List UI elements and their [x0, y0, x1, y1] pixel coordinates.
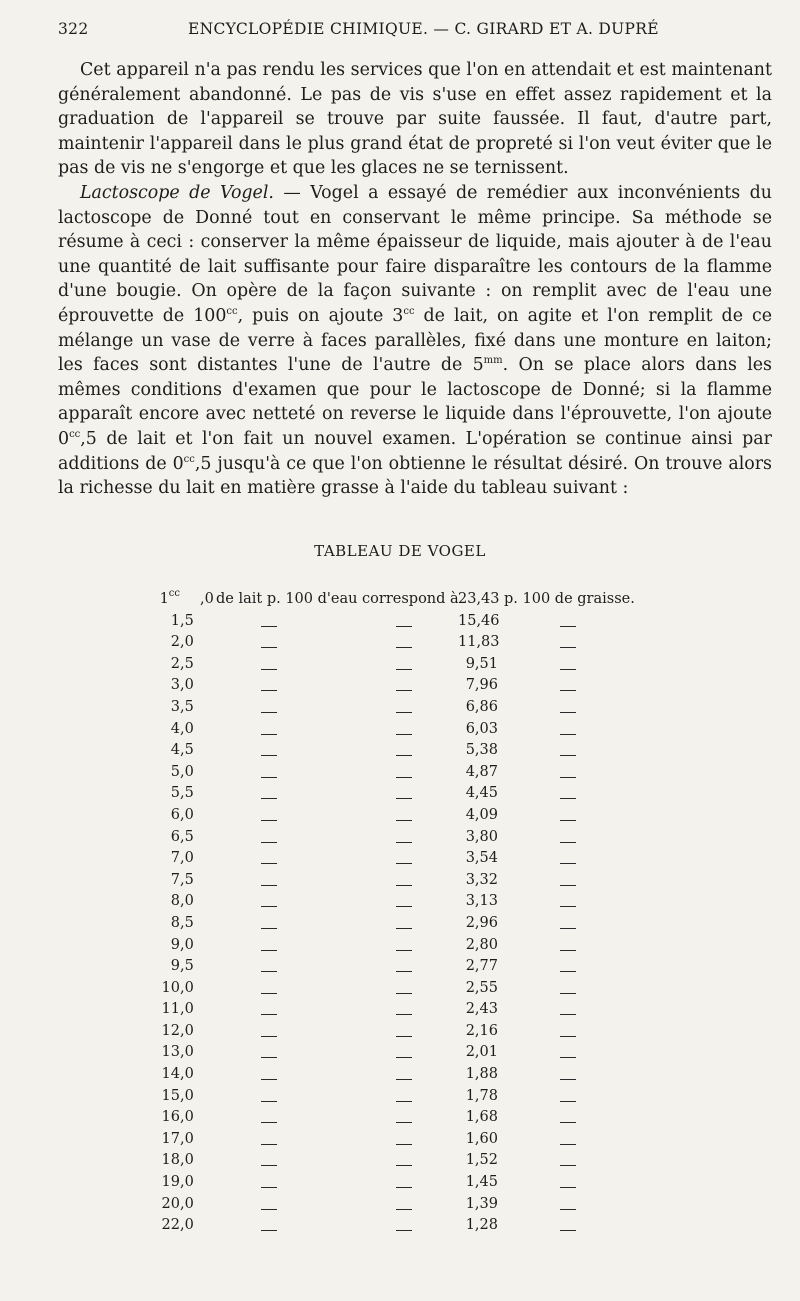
row-frac: ,5 — [180, 828, 194, 845]
row-frac: ,5 — [180, 958, 194, 975]
row-value: 2,96 — [465, 914, 498, 931]
table-row — [140, 1131, 660, 1153]
table-row — [140, 872, 660, 894]
first-row-sup: cc — [168, 588, 180, 599]
paragraph-1: Cet appareil n'a pas rendu les services que l'on en attendait et est maintenant généralement abandonné. Le pas de vis s'use en effet assez rapidement et la graduation de l'appareil se trouve par suite faussée. Il faut, d'autre part, maintenir l'appareil dans le plus grand état de propreté si l'on veut éviter que le pas de vis ne s'engorge et que les glaces ne se ternissent. — [58, 60, 772, 179]
running-title: ENCYCLOPÉDIE CHIMIQUE. — C. GIRARD ET A. DUPRÉ — [188, 20, 659, 38]
ditto-dash — [396, 1101, 412, 1102]
row-value: 1,88 — [465, 1066, 498, 1083]
table-row — [140, 721, 660, 743]
row-value: 3,80 — [465, 828, 498, 845]
row-value: 11,83 — [458, 634, 500, 651]
ditto-dash — [560, 669, 576, 670]
ditto-dash — [261, 1057, 277, 1058]
ditto-dash — [396, 993, 412, 994]
row-int: 17 — [161, 1130, 180, 1147]
ditto-dash — [396, 1230, 412, 1231]
running-header — [58, 20, 718, 46]
table-row — [140, 1066, 660, 1088]
ditto-dash — [261, 906, 277, 907]
table-row — [140, 1001, 660, 1023]
row-value: 1,45 — [465, 1174, 498, 1191]
sup-cc-3: cc — [69, 428, 81, 440]
row-frac: ,0 — [180, 1152, 194, 1169]
ditto-dash — [261, 798, 277, 799]
row-int: 14 — [161, 1066, 180, 1083]
sup-cc-1: cc — [226, 305, 238, 317]
table-row-first — [140, 588, 660, 613]
row-frac: ,5 — [180, 698, 194, 715]
row-int: 19 — [161, 1174, 180, 1191]
ditto-dash — [560, 971, 576, 972]
ditto-dash — [396, 928, 412, 929]
first-row-value: 23,43 — [458, 591, 500, 607]
first-row-text-2: p. 100 de graisse. — [504, 591, 635, 607]
ditto-dash — [396, 734, 412, 735]
ditto-dash — [261, 993, 277, 994]
row-value: 2,01 — [465, 1044, 498, 1061]
row-frac: ,0 — [180, 1174, 194, 1191]
row-frac: ,0 — [180, 1001, 194, 1018]
ditto-dash — [560, 755, 576, 756]
table-row — [140, 742, 660, 764]
row-value: 5,38 — [465, 742, 498, 759]
ditto-dash — [261, 1014, 277, 1015]
row-value: 2,80 — [465, 936, 498, 953]
row-frac: ,0 — [180, 1195, 194, 1212]
table-row — [140, 937, 660, 959]
ditto-dash — [261, 863, 277, 864]
row-frac: ,5 — [180, 612, 194, 629]
table-row — [140, 980, 660, 1002]
first-row-text: de lait p. 100 d'eau correspond à — [216, 591, 459, 607]
table-row — [140, 915, 660, 937]
ditto-dash — [261, 928, 277, 929]
row-int: 9 — [170, 936, 180, 953]
ditto-dash — [261, 842, 277, 843]
row-value: 1,28 — [465, 1217, 498, 1234]
row-int: 6 — [170, 828, 180, 845]
row-frac: ,0 — [180, 850, 194, 867]
section-title: Lactoscope de Vogel. — [80, 182, 274, 203]
row-value: 3,32 — [465, 871, 498, 888]
ditto-dash — [261, 712, 277, 713]
ditto-dash — [261, 1079, 277, 1080]
row-int: 3 — [170, 698, 180, 715]
table-row — [140, 1196, 660, 1218]
ditto-dash — [261, 820, 277, 821]
row-value: 7,96 — [465, 677, 498, 694]
row-value: 4,87 — [465, 763, 498, 780]
table-title: TABLEAU DE VOGEL — [314, 542, 486, 560]
ditto-dash — [560, 712, 576, 713]
ditto-dash — [560, 1014, 576, 1015]
ditto-dash — [560, 885, 576, 886]
table-row — [140, 1152, 660, 1174]
sup-cc-4: cc — [183, 453, 195, 465]
table-row — [140, 634, 660, 656]
row-value: 9,51 — [465, 655, 498, 672]
ditto-dash — [261, 950, 277, 951]
row-frac: ,5 — [180, 655, 194, 672]
ditto-dash — [396, 950, 412, 951]
row-value: 1,39 — [465, 1195, 498, 1212]
row-value: 2,77 — [465, 958, 498, 975]
table-row — [140, 656, 660, 678]
row-int: 3 — [170, 677, 180, 694]
ditto-dash — [560, 1144, 576, 1145]
ditto-dash — [560, 1230, 576, 1231]
para2-part-c: de lait, on agite et l'on remplit de ce mélange un vase de verre à faces parallèles, fixé dans une monture en laiton; les faces sont distantes l'une de l'autre de 5 — [58, 305, 773, 376]
ditto-dash — [560, 1187, 576, 1188]
ditto-dash — [560, 950, 576, 951]
ditto-dash — [261, 1122, 277, 1123]
ditto-dash — [261, 1036, 277, 1037]
ditto-dash — [396, 1122, 412, 1123]
ditto-dash — [396, 906, 412, 907]
ditto-dash — [396, 669, 412, 670]
row-value: 2,16 — [465, 1022, 498, 1039]
ditto-dash — [261, 777, 277, 778]
table-row — [140, 1088, 660, 1110]
row-frac: ,0 — [180, 1109, 194, 1126]
ditto-dash — [261, 1209, 277, 1210]
ditto-dash — [560, 820, 576, 821]
para2-part-e: ,5 de lait et l'on fait un nouvel examen. L'opération se continue ainsi par additions de 0 — [58, 428, 772, 474]
table-row — [140, 1044, 660, 1066]
para2-part-a: — Vogel a essayé de remédier aux inconvénients du lactoscope de Donné tout en conservant le même principe. Sa méthode se résume à ceci : conserver la même épaisseur de liquide, mais ajouter à de l'eau une quantité de lait suffisante pour faire disparaître les contours de la flamme d'une bougie. On opère de la façon suivante : on remplit avec de l'eau une éprouvette de 100 — [58, 182, 772, 326]
ditto-dash — [396, 863, 412, 864]
ditto-dash — [261, 669, 277, 670]
row-frac: ,0 — [180, 1044, 194, 1061]
ditto-dash — [560, 842, 576, 843]
ditto-dash — [396, 1187, 412, 1188]
ditto-dash — [261, 626, 277, 627]
table-row — [140, 785, 660, 807]
row-frac: ,0 — [180, 634, 194, 651]
ditto-dash — [396, 1165, 412, 1166]
row-int: 1 — [170, 612, 180, 629]
row-value: 1,60 — [465, 1130, 498, 1147]
table-row — [140, 764, 660, 786]
table-row — [140, 613, 660, 635]
ditto-dash — [396, 820, 412, 821]
table-row — [140, 807, 660, 829]
row-int: 5 — [170, 785, 180, 802]
ditto-dash — [396, 1144, 412, 1145]
ditto-dash — [396, 842, 412, 843]
row-int: 8 — [170, 893, 180, 910]
ditto-dash — [261, 885, 277, 886]
ditto-dash — [560, 734, 576, 735]
row-int: 18 — [161, 1152, 180, 1169]
row-int: 2 — [170, 655, 180, 672]
ditto-dash — [560, 1101, 576, 1102]
row-value: 2,43 — [465, 1001, 498, 1018]
sup-cc-2: cc — [403, 305, 415, 317]
row-value: 4,09 — [465, 806, 498, 823]
row-value: 1,52 — [465, 1152, 498, 1169]
row-frac: ,5 — [180, 871, 194, 888]
ditto-dash — [560, 1057, 576, 1058]
ditto-dash — [396, 712, 412, 713]
row-int: 20 — [161, 1195, 180, 1212]
ditto-dash — [261, 1165, 277, 1166]
row-value: 1,68 — [465, 1109, 498, 1126]
ditto-dash — [560, 928, 576, 929]
ditto-dash — [560, 1165, 576, 1166]
row-frac: ,0 — [180, 1087, 194, 1104]
ditto-dash — [261, 755, 277, 756]
row-int: 2 — [170, 634, 180, 651]
row-frac: ,5 — [180, 914, 194, 931]
table-row — [140, 699, 660, 721]
row-int: 16 — [161, 1109, 180, 1126]
ditto-dash — [396, 1079, 412, 1080]
row-int: 15 — [161, 1087, 180, 1104]
table-row — [140, 1174, 660, 1196]
row-value: 15,46 — [458, 612, 500, 629]
row-value: 1,78 — [465, 1087, 498, 1104]
ditto-dash — [396, 971, 412, 972]
ditto-dash — [396, 1057, 412, 1058]
table-row — [140, 829, 660, 851]
ditto-dash — [560, 647, 576, 648]
row-int: 10 — [161, 979, 180, 996]
ditto-dash — [560, 863, 576, 864]
row-frac: ,0 — [180, 720, 194, 737]
ditto-dash — [396, 647, 412, 648]
para2-part-b: , puis on ajoute 3 — [237, 305, 404, 326]
ditto-dash — [560, 626, 576, 627]
row-int: 7 — [170, 871, 180, 888]
row-value: 6,86 — [465, 698, 498, 715]
page-number: 322 — [58, 20, 89, 38]
ditto-dash — [261, 690, 277, 691]
ditto-dash — [261, 1230, 277, 1231]
table-row — [140, 850, 660, 872]
ditto-dash — [396, 798, 412, 799]
row-int: 5 — [170, 763, 180, 780]
row-value: 3,54 — [465, 850, 498, 867]
ditto-dash — [560, 777, 576, 778]
row-frac: ,0 — [180, 979, 194, 996]
para2-part-d: . On se place alors dans les mêmes conditions d'examen que pour le lactoscope de Donné; si la flamme apparaît encore avec netteté on reverse le liquide dans l'éprouvette, l'on ajoute 0 — [58, 355, 772, 449]
row-int: 12 — [161, 1022, 180, 1039]
ditto-dash — [396, 1014, 412, 1015]
row-frac: ,0 — [180, 763, 194, 780]
table-row — [140, 1217, 660, 1239]
ditto-dash — [560, 1209, 576, 1210]
row-int: 4 — [170, 742, 180, 759]
table-row — [140, 677, 660, 699]
table-row — [140, 893, 660, 915]
row-value: 3,13 — [465, 893, 498, 910]
row-frac: ,5 — [180, 742, 194, 759]
ditto-dash — [560, 906, 576, 907]
table-row — [140, 1109, 660, 1131]
ditto-dash — [261, 647, 277, 648]
ditto-dash — [261, 1144, 277, 1145]
row-int: 13 — [161, 1044, 180, 1061]
row-frac: ,0 — [180, 1217, 194, 1234]
ditto-dash — [560, 690, 576, 691]
ditto-dash — [396, 755, 412, 756]
row-frac: ,0 — [180, 893, 194, 910]
ditto-dash — [396, 777, 412, 778]
sup-mm: mm — [483, 355, 503, 367]
row-frac: ,0 — [180, 806, 194, 823]
para2-part-f: ,5 jusqu'à ce que l'on obtienne le résultat désiré. On trouve alors la richesse du lait en matière grasse à l'aide du tableau suivant : — [58, 453, 772, 499]
ditto-dash — [396, 1209, 412, 1210]
ditto-dash — [560, 1079, 576, 1080]
ditto-dash — [261, 1101, 277, 1102]
row-frac: ,0 — [180, 1022, 194, 1039]
row-int: 11 — [161, 1001, 180, 1018]
ditto-dash — [261, 971, 277, 972]
row-int: 7 — [170, 850, 180, 867]
paragraph-2 — [58, 181, 772, 501]
row-value: 6,03 — [465, 720, 498, 737]
ditto-dash — [396, 885, 412, 886]
row-frac: ,0 — [180, 936, 194, 953]
row-int: 22 — [161, 1217, 180, 1234]
ditto-dash — [560, 1122, 576, 1123]
row-int: 8 — [170, 914, 180, 931]
ditto-dash — [396, 690, 412, 691]
row-frac: ,0 — [180, 677, 194, 694]
row-frac: ,0 — [180, 1130, 194, 1147]
ditto-dash — [396, 1036, 412, 1037]
body-text — [58, 58, 772, 501]
row-int: 4 — [170, 720, 180, 737]
row-frac: ,0 — [180, 1066, 194, 1083]
row-value: 4,45 — [465, 785, 498, 802]
table-row — [140, 1023, 660, 1045]
ditto-dash — [560, 993, 576, 994]
ditto-dash — [261, 734, 277, 735]
ditto-dash — [560, 798, 576, 799]
row-frac: ,5 — [180, 785, 194, 802]
ditto-dash — [560, 1036, 576, 1037]
vogel-table — [140, 588, 660, 1239]
row-value: 2,55 — [465, 979, 498, 996]
ditto-dash — [396, 626, 412, 627]
row-int: 9 — [170, 958, 180, 975]
first-row-frac: ,0 — [200, 591, 214, 607]
row-int: 6 — [170, 806, 180, 823]
table-row — [140, 958, 660, 980]
ditto-dash — [261, 1187, 277, 1188]
first-row-int: 1 — [159, 591, 169, 607]
